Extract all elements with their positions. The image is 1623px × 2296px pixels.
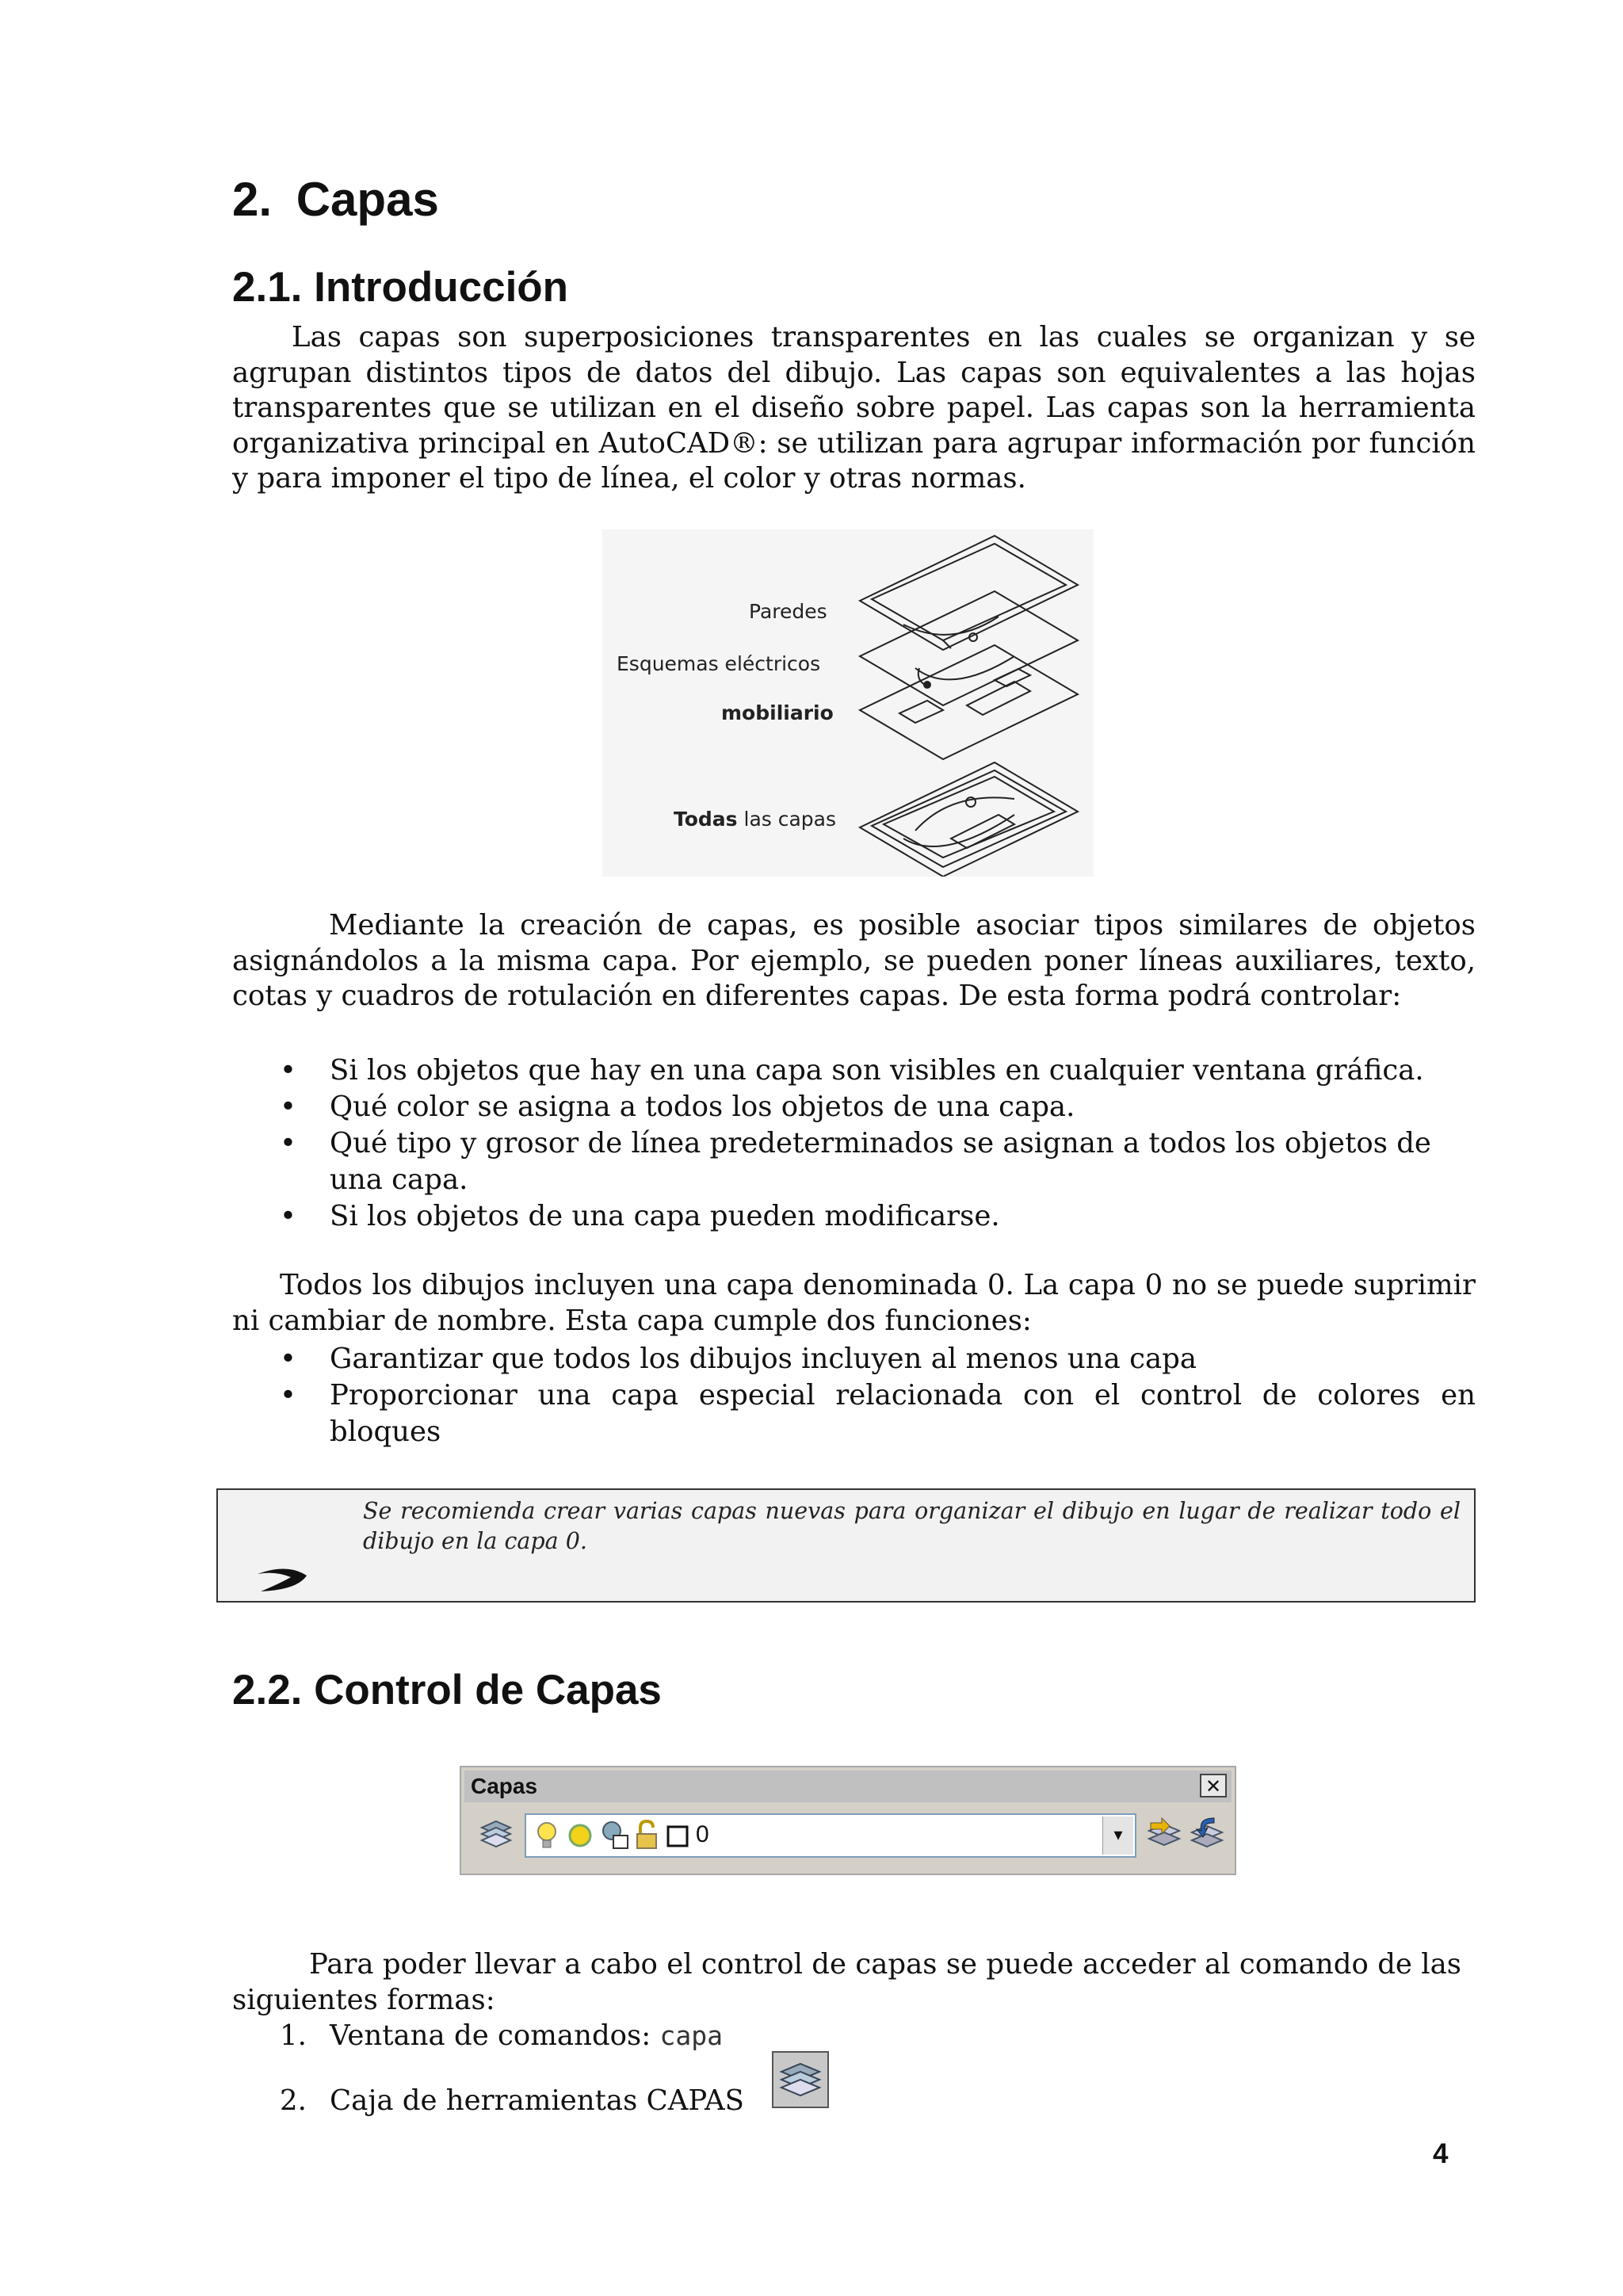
body-paragraph-3: Todos los dibujos incluyen una capa denominada 0. La capa 0 no se puede suprimir ni cambiar de nombre. Esta capa cumple dos funciones:: [232, 1269, 1476, 1337]
bullet-dot: •: [280, 1054, 296, 1087]
list-number: 1.: [280, 2019, 307, 2052]
bullet-dot: •: [280, 1091, 296, 1123]
todas-label-rest: las capas: [737, 808, 837, 831]
list-item-text: Qué color se asigna a todos los objetos de una capa.: [330, 1091, 1075, 1123]
todas-label-bold: Todas: [674, 808, 738, 831]
toolbar-title-text: Capas: [471, 1774, 538, 1798]
layers-toolbox-button[interactable]: [772, 2051, 829, 2108]
intro-heading: 2.1. Introducción: [232, 264, 569, 311]
list-item-text: Si los objetos de una capa pueden modificarse.: [330, 1200, 1000, 1232]
list-item-text: Garantizar que todos los dibujos incluyen al menos una capa: [330, 1343, 1197, 1375]
current-layer-name: 0: [696, 1821, 709, 1847]
control-paragraph: Para poder llevar a cabo el control de capas se puede acceder al comando de las siguientes formas:: [232, 1948, 1461, 2016]
esquemas-label: Esquemas eléctricos: [617, 652, 821, 675]
layers-manager-icon[interactable]: [479, 1817, 514, 1851]
previous-layer-icon[interactable]: [1187, 1815, 1227, 1855]
command-code: capa: [659, 2020, 724, 2051]
section-number: 2.: [232, 173, 273, 226]
layers-illustration: [602, 529, 1094, 877]
list-item-text: Proporcionar una capa especial relacionada con el control de colores en bloques: [330, 1379, 1476, 1448]
intro-paragraph: Las capas son superposiciones transparentes en las cuales se organizan y se agrupan distintos tipos de datos del dibujo. Las capas son equivalentes a las hojas transparentes que se utilizan en el diseño sobre papel. Las capas son la herramienta organizativa principal en AutoCAD®: se utilizan para agrupar información por función y para imponer el tipo de línea, el color y otras normas.: [232, 321, 1476, 495]
tip-hand-icon: [256, 1563, 311, 1595]
bullet-dot: •: [280, 1379, 296, 1412]
access-methods-list: [232, 2018, 1476, 2119]
mobiliario-layer-drawing: [860, 645, 1078, 759]
list-item-text: Caja de herramientas CAPAS: [330, 2084, 744, 2117]
layer-select[interactable]: [525, 1813, 1136, 1858]
freeze-viewport-icon[interactable]: [599, 1818, 631, 1853]
layers-illustration-svg: [602, 529, 1094, 877]
list-item: [232, 1341, 1476, 1377]
body-paragraph-2: Mediante la creación de capas, es posible asociar tipos similares de objetos asignándolos a la misma capa. Por ejemplo, se pueden poner líneas auxiliares, texto, cotas y cuadros de rotulación en diferentes capas. De esta forma podrá controlar:: [232, 909, 1476, 1012]
make-current-icon[interactable]: [1144, 1815, 1184, 1855]
layers-stack-icon: [773, 2053, 827, 2107]
todas-label: [674, 808, 836, 831]
control-heading: 2.2. Control de Capas: [232, 1667, 662, 1713]
light-bulb-icon[interactable]: [533, 1820, 561, 1851]
section-title: [232, 168, 439, 231]
list-item: [232, 1377, 1476, 1450]
list-item-text: Ventana de comandos:: [330, 2019, 660, 2052]
list-number: 2.: [280, 2084, 307, 2117]
layers-toolbar: [460, 1766, 1236, 1875]
list-item: [232, 1052, 1476, 1089]
todas-layer-drawing: [860, 762, 1078, 877]
list-item: [232, 2018, 1476, 2054]
bullet-dot: •: [280, 1127, 296, 1159]
list-item: [232, 1198, 1476, 1235]
section-title-text: Capas: [296, 173, 439, 226]
color-swatch-icon[interactable]: [666, 1824, 689, 1848]
sun-icon[interactable]: [564, 1820, 596, 1851]
page-number: 4: [1433, 2138, 1449, 2169]
layer-dropdown-button[interactable]: [1102, 1817, 1133, 1855]
tip-box: [216, 1488, 1476, 1603]
list-item-text: Qué tipo y grosor de línea predeterminados se asignan a todos los objetos de una capa.: [330, 1127, 1431, 1196]
list-item-text: Si los objetos que hay en una capa son visibles en cualquier ventana gráfica.: [330, 1054, 1424, 1087]
tip-text: Se recomienda crear varias capas nuevas para organizar el dibujo en lugar de realizar todo el dibujo en la capa 0.: [363, 1498, 1461, 1554]
paredes-label: Paredes: [749, 600, 827, 623]
bullet-list-1: [232, 1052, 1476, 1235]
chevron-down-icon: ▾: [1113, 1825, 1123, 1845]
list-item: [232, 1089, 1476, 1125]
mobiliario-label: mobiliario: [721, 701, 834, 724]
toolbar-title: [464, 1771, 1232, 1802]
bullet-dot: •: [280, 1200, 296, 1232]
list-item: [232, 2083, 1476, 2119]
list-item: [232, 1125, 1476, 1198]
bullet-list-2: [232, 1341, 1476, 1450]
paredes-layer-drawing: [860, 536, 1078, 650]
toolbar-close-button[interactable]: ✕: [1200, 1774, 1227, 1797]
lock-icon[interactable]: [634, 1820, 663, 1851]
bullet-dot: •: [280, 1343, 296, 1375]
esquemas-layer-drawing: [860, 591, 1078, 705]
